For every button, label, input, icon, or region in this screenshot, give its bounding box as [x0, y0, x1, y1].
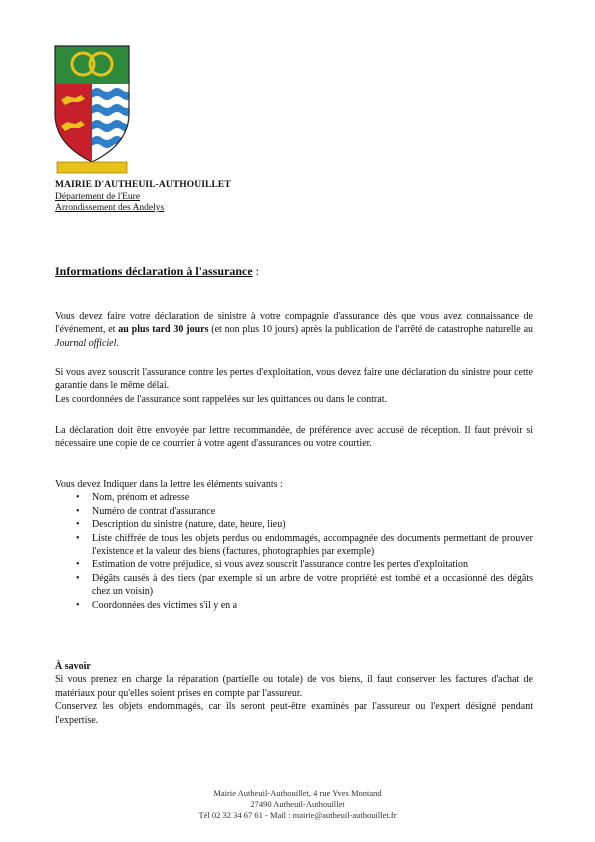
list-item: • Coordonnées des victimes s'il y en a [92, 599, 533, 612]
department-line: Département de l'Eure [55, 191, 141, 202]
p2-line-2: Les coordonnées de l'assurance sont rappelées sur les quittances ou dans le contrat. [55, 393, 387, 405]
paragraph-letter-contents [55, 478, 533, 612]
list-item: • Description du sinistre (nature, date, heure, lieu) [92, 518, 533, 531]
p1-deadline-bold: au plus tard 30 jours [118, 324, 209, 336]
p3-text: La déclaration doit être envoyée par lettre recommandée, de préférence avec accusé de réception. Il faut prévoir si nécessaire une copie de ce courrier à votre agent d'assurances ou votre courtier. [55, 425, 533, 450]
section-a-savoir [55, 660, 533, 727]
p2-line-1: Si vous avez souscrit l'assurance contre les pertes d'exploitation, vous devez faire une déclaration du sinistre pour cette garantie dans le même délai. [55, 367, 533, 392]
footer-phone-mail: Tél 02 32 34 67 61 - Mail : mairie@autheuil-authouillet.fr [198, 810, 397, 820]
letterhead [55, 180, 231, 215]
footer-city: 27490 Autheuil-Authouillet [250, 799, 345, 809]
a-savoir-line-2: Conservez les objets endommagés, car ils seront peut-être examinés par l'assureur ou l'expert désigné pendant l'expertise. [55, 701, 533, 726]
paragraph-operating-losses [55, 366, 533, 406]
footer-contact [0, 788, 595, 821]
list-item: • Liste chiffrée de tous les objets perdus ou endommagés, accompagnée des documents permettant de prouver l'existence et la valeur des biens (factures, photographies par exemple) [92, 532, 533, 559]
p1-text-3: . [116, 337, 119, 349]
footer-address: Mairie Autheuil-Authouillet, 4 rue Yves Montand [213, 788, 382, 798]
p4-intro: Vous devez Indiquer dans la lettre les éléments suivants : [55, 479, 283, 490]
paragraph-registered-letter [55, 424, 533, 451]
p1-text-1: Vous devez faire votre déclaration de sinistre à votre compagnie d'assurance dès que vous avez connaissance de l'événement, et [55, 311, 533, 336]
title-text: Informations déclaration à l'assurance [55, 264, 253, 278]
a-savoir-heading: À savoir [55, 661, 91, 672]
list-item: • Estimation de votre préjudice, si vous avez souscrit l'assurance contre les pertes d'exploitation [92, 558, 533, 571]
a-savoir-line-1: Si vous prenez en charge la réparation (partielle ou totale) de vos biens, il faut conserver les factures d'achat de matériaux pour qu'elles soient prises en compte par l'assureur. [55, 674, 533, 699]
list-item: • Nom, prénom et adresse [92, 491, 533, 504]
list-item: • Numéro de contrat d'assurance [92, 505, 533, 518]
paragraph-deadline [55, 310, 533, 350]
document-title [55, 264, 259, 279]
arrondissement-line: Arrondissement des Andelys [55, 203, 165, 213]
required-elements-list [55, 491, 533, 612]
p1-text-2: (et non plus 10 jours) après la publication de l'arrêté de catastrophe naturelle au [208, 324, 534, 336]
list-item: • Dégâts causés à des tiers (par exemple si un arbre de votre propriété est tombé et a occasionné des dégâts chez un voisin) [92, 572, 533, 599]
title-colon: : [252, 264, 260, 278]
town-hall-name: MAIRIE D'AUTHEUIL-AUTHOUILLET [55, 180, 231, 190]
coat-of-arms-logo [53, 44, 131, 178]
p1-journal-italic: Journal officiel [55, 337, 117, 349]
